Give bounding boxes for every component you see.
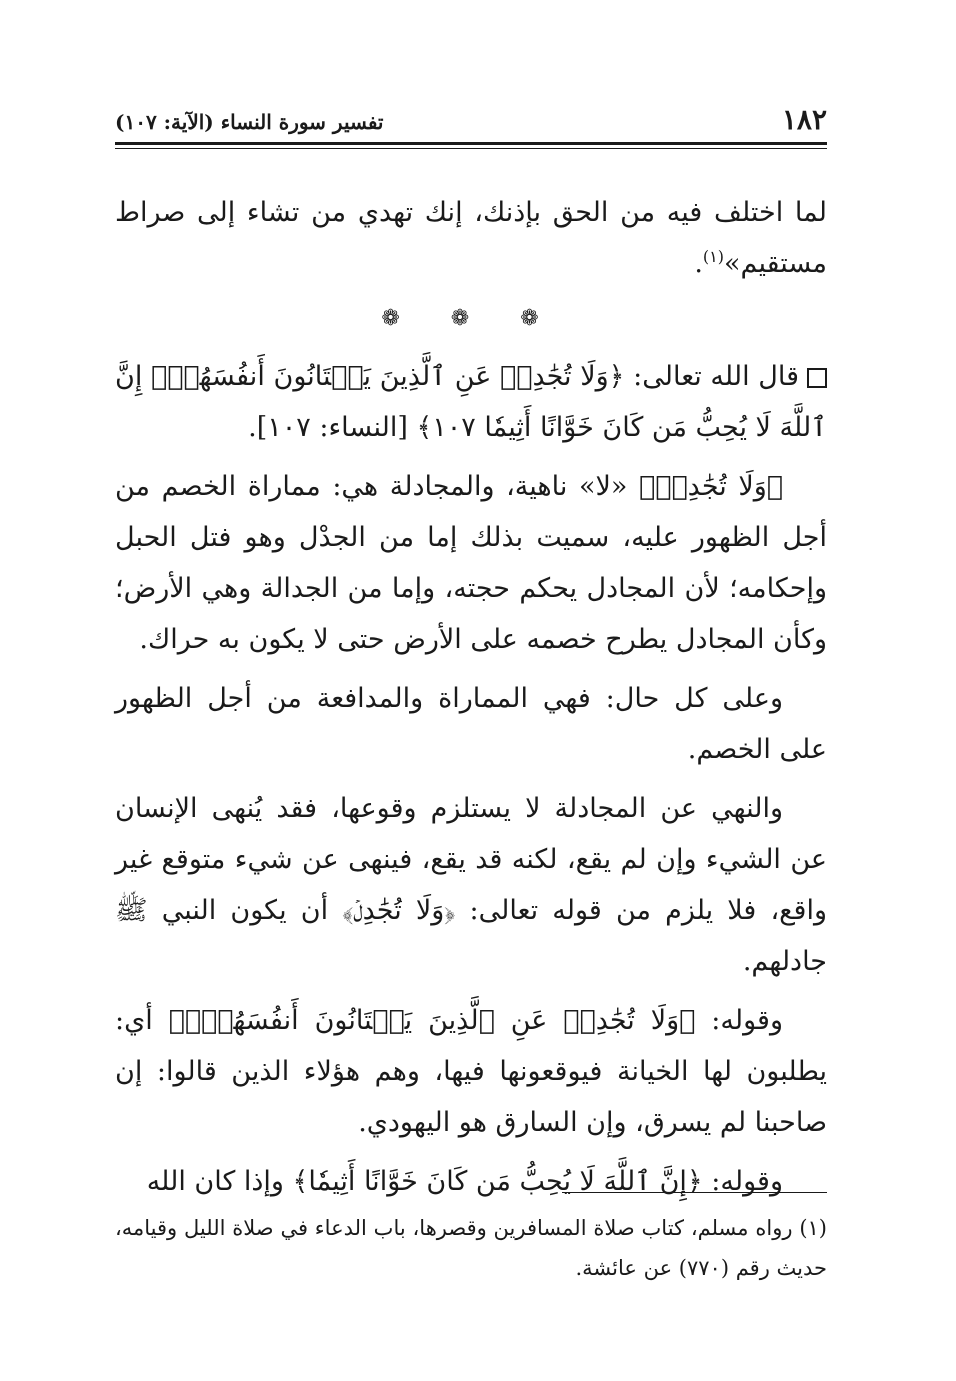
paragraph-continuation [115,187,827,289]
page-header [115,96,827,134]
verse-paragraph [115,351,827,453]
paragraph-1-text: لما اختلف فيه من الحق بإذنك، إنك تهدي من تشاء إلى صراط مستقيم» [115,197,827,279]
main-text [115,187,827,1207]
footnote-marker: (١) [799,1216,827,1240]
verse-paragraph-text: قال الله تعالى: ﴿وَلَا تُجَٰدِلۡ عَنِ ٱلَّذِينَ يَخۡتَانُونَ أَنفُسَهُمۡۚ إِنَّ ٱللَّهَ لَا يُحِبُّ مَن كَانَ خَوَّانًا أَثِيمٗا ١٠٧﴾ [النساء: ١٠٧]. [115,361,827,443]
footnote [115,1208,827,1288]
footnote-reference: (١) [702,247,724,266]
header-rule [115,142,827,149]
running-title: تفسير سورة النساء (الآية: ١٠٧) [115,110,384,134]
paragraph-4: وعلى كل حال: فهي المماراة والمدافعة من أجل الظهور على الخصم. [115,683,827,765]
footnote-text: رواه مسلم، كتاب صلاة المسافرين وقصرها، باب الدعاء في صلاة الليل وقيامه، حديث رقم (٧٧٠) عن عائشة. [115,1216,827,1280]
book-page [115,96,827,1280]
section-ornaments: ❁ ❁ ❁ [381,306,561,331]
paragraph-7: وقوله: ﴿إِنَّ ٱللَّهَ لَا يُحِبُّ مَن كَانَ خَوَّانًا أَثِيمٗا﴾ وإذا كان الله [146,1166,783,1197]
paragraph-3: ﴿وَلَا تُجَٰدِلۡ﴾ «لا» ناهية، والمجادلة هي: مماراة الخصم من أجل الظهور عليه، سميت بذلك إما من الجدْل وهو فتل الحبل وإحكامه؛ لأن المجادل يحكم حجته، وإما من الجدالة وهي الأرض؛ وكأن المجادل يطرح خصمه على الأرض حتى لا يكون به حراك. [115,471,827,655]
page-number: ١٨٢ [781,103,827,136]
paragraph-6: وقوله: ﴿وَلَا تُجَٰدِلۡ عَنِ ٱلَّذِينَ يَخۡتَانُونَ أَنفُسَهُمۡۚ﴾ أي: يطلبون لها الخيانة فيوقعونها فيها، وهم هؤلاء الذين قالوا: إن صاحبنا لم يسرق، وإن السارق هو اليهودي. [115,1005,827,1138]
paragraph-5: والنهي عن المجادلة لا يستلزم وقوعها، فقد يُنهى الإنسان عن الشيء وإن لم يقع، لكنه قد يقع، فينهى عن شيء متوقع غير واقع، فلا يلزم من قوله تعالى: ﴿وَلَا تُجَٰدِلۡ﴾ أن يكون النبي ﷺ جادلهم. [115,793,827,977]
footnote-separator [562,1192,827,1193]
paragraph-1-end: . [694,248,703,279]
square-bullet-icon [807,368,827,388]
